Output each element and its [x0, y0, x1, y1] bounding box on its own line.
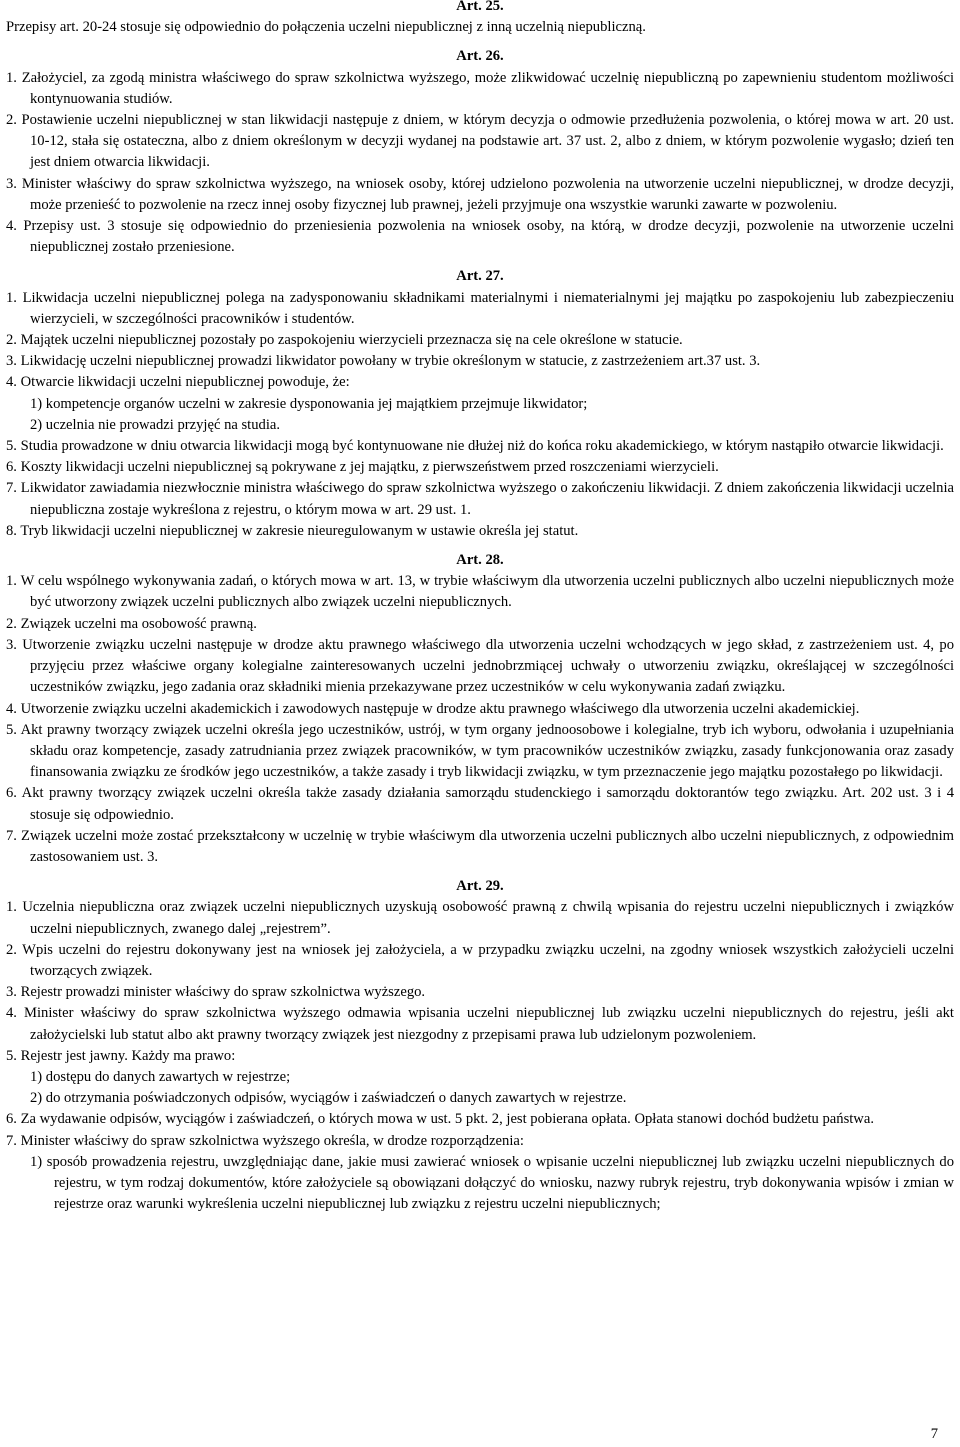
article-subpoint: 2) uczelnia nie prowadzi przyjęć na studia.: [30, 416, 281, 433]
article-paragraph: 5. Rejestr jest jawny. Każdy ma prawo:: [6, 1047, 236, 1064]
article-paragraph: 1. W celu wspólnego wykonywania zadań, o których mowa w art. 13, w trybie właściwym dla utworzenia uczelni publicznych albo uczelni niepublicznych może być utworzony związek uczelni publicznych albo związek uczelni niepublicznych.: [6, 573, 954, 611]
article-paragraph: 2. Związek uczelni ma osobowość prawną.: [6, 615, 257, 632]
article-paragraph: 2. Majątek uczelni niepublicznej pozostały po zaspokojeniu wierzycieli przeznacza się na cele określone w statucie.: [6, 332, 683, 349]
article-paragraph: 4. Przepisy ust. 3 stosuje się odpowiednio do przeniesienia pozwolenia na wniosek osoby, na którą, w drodze decyzji, pozwolenie na utworzenie uczelni niepublicznej zostało przeniesione.: [6, 218, 954, 256]
article-paragraph: 2. Postawienie uczelni niepublicznej w stan likwidacji następuje z dniem, w którym decyzja o odmowie przedłużenia pozwolenia, o której mowa w art. 20 ust. 10-12, stała się ostateczna, albo z dniem określonym w decyzji wydanej na podstawie art. 37 ust. 2, albo z dniem, w którym pozwolenie wygasło; dzień ten jest dniem otwarcia likwidacji.: [6, 112, 954, 171]
article-paragraph: 3. Rejestr prowadzi minister właściwy do spraw szkolnictwa wyższego.: [6, 984, 426, 1001]
article-paragraph: 6. Za wydawanie odpisów, wyciągów i zaświadczeń, o których mowa w ust. 5 pkt. 2, jest pobierana opłata. Opłata stanowi dochód budżetu państwa.: [6, 1111, 874, 1128]
article-paragraph: 8. Tryb likwidacji uczelni niepublicznej w zakresie nieuregulowanym w ustawie określa jej statut.: [6, 522, 579, 539]
article-subpoint: 2) do otrzymania poświadczonych odpisów, wyciągów i zaświadczeń o danych zawartych w rejestrze.: [30, 1090, 627, 1107]
article-heading: Art. 28.: [456, 552, 504, 569]
article-paragraph: 4. Otwarcie likwidacji uczelni niepublicznej powoduje, że:: [6, 374, 350, 391]
article-paragraph: 4. Utworzenie związku uczelni akademickich i zawodowych następuje w drodze aktu prawnego właściwego dla utworzenia uczelni akademickiej.: [6, 700, 860, 717]
article-paragraph: 7. Likwidator zawiadamia niezwłocznie ministra właściwego do spraw szkolnictwa wyższego o zakończeniu likwidacji. Z dniem zakończenia likwidacji uczelnia niepubliczna zostaje wykreślona z rejestru, o którym mowa w art. 29 ust. 1.: [6, 480, 954, 518]
article-heading: Art. 27.: [456, 268, 504, 285]
article-paragraph: 2. Wpis uczelni do rejestru dokonywany jest na wniosek jej założyciela, a w przypadku związku uczelni, na zgodny wniosek wszystkich założycieli uczelni tworzących związek.: [6, 941, 954, 979]
article-paragraph: 3. Utworzenie związku uczelni następuje w drodze aktu prawnego właściwego dla utworzenia uczelni wchodzących w jego skład, z zastrzeżeniem ust. 4, po przyjęciu przez właściwe organy kolegialne zainteresowanych uczelni jednobrzmiącej uchwały o utworzeniu związku, określającej w szczególności uczestników związku, jego zadania oraz składniki mienia przekazywane przez uczestników w celu wykonywania zadań związku.: [6, 636, 954, 696]
page-number: 7: [930, 1426, 938, 1442]
article-heading: Art. 25.: [456, 0, 504, 14]
article-paragraph: 7. Minister właściwy do spraw szkolnictwa wyższego określa, w drodze rozporządzenia:: [6, 1132, 524, 1149]
article-paragraph: 6. Akt prawny tworzący związek uczelni określa także zasady działania samorządu studenckiego i samorządu doktorantów tego związku. Art. 202 ust. 3 i 4 stosuje się odpowiednio.: [6, 785, 954, 823]
article-heading: Art. 29.: [456, 878, 504, 895]
article-paragraph: 5. Studia prowadzone w dniu otwarcia likwidacji mogą być kontynuowane nie dłużej niż do końca roku akademickiego, w którym nastąpiło otwarcie likwidacji.: [6, 438, 944, 455]
article-heading: Art. 26.: [456, 48, 504, 65]
article-paragraph: 4. Minister właściwy do spraw szkolnictwa wyższego odmawia wpisania uczelni niepublicznej lub związku uczelni niepublicznych do rejestru, jeśli akt założycielski lub statut albo akt prawny tworzący związek jest niezgodny z przepisami prawa lub udzielonym pozwoleniem.: [6, 1005, 954, 1043]
article-paragraph: 5. Akt prawny tworzący związek uczelni określa jego uczestników, ustrój, w tym organy jednoosobowe i kolegialne, tryb ich wyboru, odwołania i uzupełniania składu oraz kompetencje, zasady zatrudniania przez związek pracowników, w tym pracowników uczestników związku, zasady funkcjonowania oraz zasady finansowania związku ze środków jego uczestników, a także zasady i tryb likwidacji związku, w tym przeznaczenie jego majątku pozostałego po likwidacji.: [6, 721, 954, 781]
document-body: [6, 0, 954, 1215]
article-subpoint: 1) sposób prowadzenia rejestru, uwzględniając dane, jakie musi zawierać wniosek o wpisanie uczelni niepublicznej lub związku uczelni niepublicznych do rejestru, w tym rodzaj dokumentów, które założyciele są obowiązani dołączyć do wniosku, nazwy rubryk rejestru, tryb dokonywania wpisów i zmian w rejestrze oraz warunki wykreślenia uczelni niepublicznej lub związku z rejestru uczelni niepublicznych;: [30, 1153, 954, 1213]
article-paragraph: 3. Minister właściwy do spraw szkolnictwa wyższego, na wniosek osoby, której udzielono pozwolenia na utworzenie uczelni niepublicznej, w drodze decyzji, może przenieść to pozwolenie na rzecz innej osoby fizycznej lub prawnej, jeżeli przyjmuje ona wszystkie warunki zawarte w pozwoleniu.: [6, 175, 954, 213]
article-subpoint: 1) dostępu do danych zawartych w rejestrze;: [30, 1068, 291, 1085]
article-paragraph: 1. Uczelnia niepubliczna oraz związek uczelni niepublicznych uzyskują osobowość prawną z chwilą wpisania do rejestru uczelni niepublicznych i związków uczelni niepublicznych, zwanego dalej „rejestrem”.: [6, 899, 954, 937]
article-subpoint: 1) kompetencje organów uczelni w zakresie dysponowania jej majątkiem przejmuje likwidator;: [30, 395, 588, 412]
article-paragraph: 3. Likwidację uczelni niepublicznej prowadzi likwidator powołany w trybie określonym w statucie, z zastrzeżeniem art.37 ust. 3.: [6, 353, 761, 370]
article-paragraph: 7. Związek uczelni może zostać przekształcony w uczelnię w trybie właściwym dla utworzenia uczelni publicznych albo uczelni niepublicznych, z odpowiednim zastosowaniem ust. 3.: [6, 827, 954, 865]
article-paragraph: Przepisy art. 20-24 stosuje się odpowiednio do połączenia uczelni niepublicznej z inną uczelnią niepubliczną.: [6, 19, 646, 36]
article-paragraph: 1. Założyciel, za zgodą ministra właściwego do spraw szkolnictwa wyższego, może zlikwidować uczelnię niepubliczną po zapewnieniu studentom możliwości kontynuowania studiów.: [6, 69, 954, 107]
article-paragraph: 1. Likwidacja uczelni niepublicznej polega na zadysponowaniu składnikami materialnymi i niematerialnymi jej majątku po zaspokojeniu lub zabezpieczeniu wierzycieli, w szczególności pracowników i studentów.: [6, 289, 954, 327]
article-paragraph: 6. Koszty likwidacji uczelni niepublicznej są pokrywane z jej majątku, z pierwszeństwem przed roszczeniami wierzycieli.: [6, 459, 719, 476]
